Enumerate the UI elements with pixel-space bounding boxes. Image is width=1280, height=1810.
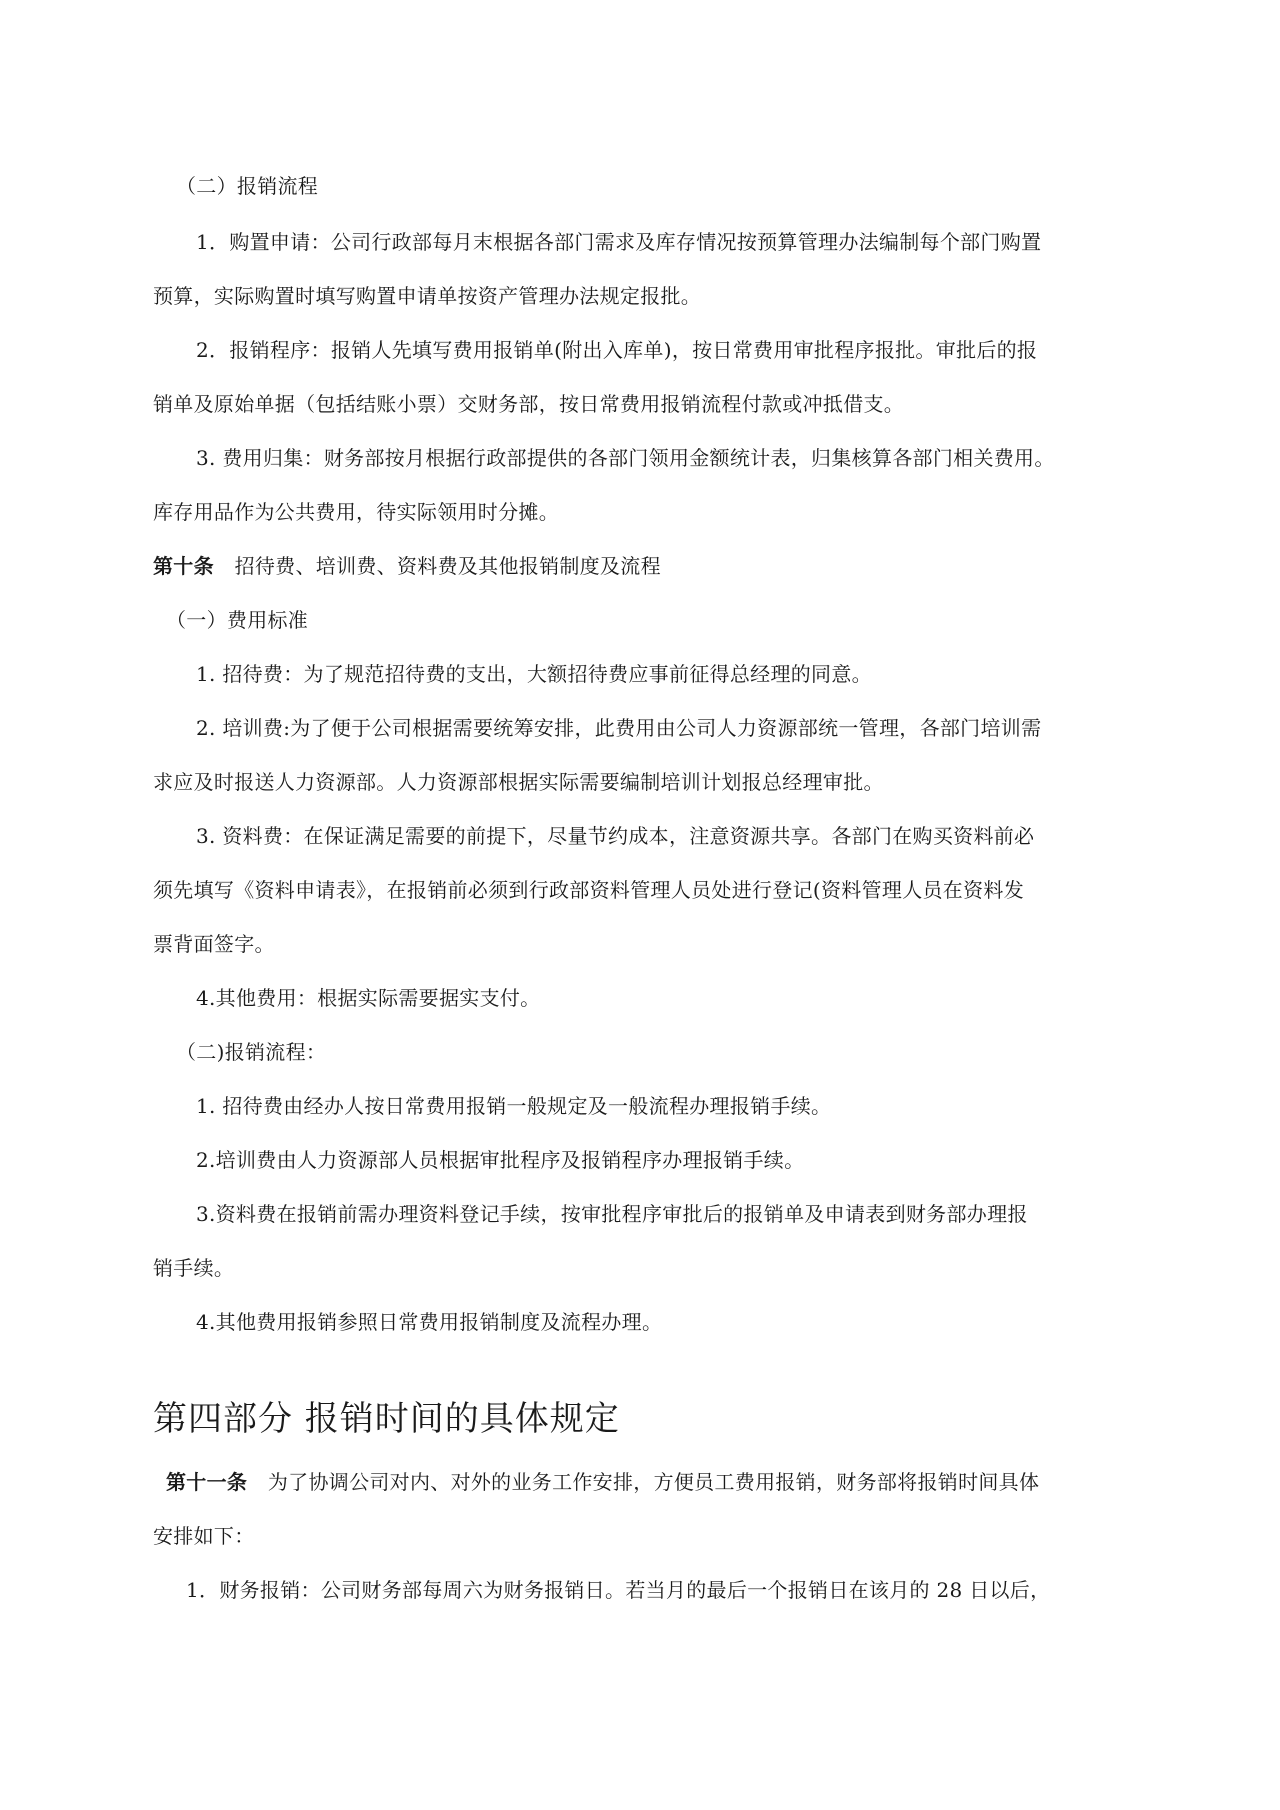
paragraph-training-cost-line2: 求应及时报送人力资源部。人力资源部根据实际需要编制培训计划报总经理审批。 <box>153 770 884 794</box>
paragraph-entertainment-cost: 1. 招待费：为了规范招待费的支出，大额招待费应事前征得总经理的同意。 <box>196 662 872 686</box>
section-heading-reimbursement-process: （二）报销流程 <box>176 174 319 198</box>
paragraph-material-cost-line2: 须先填写《资料申请表》，在报销前必须到行政部资料管理人员处进行登记(资料管理人员在资料发 <box>153 878 1025 902</box>
section-heading-cost-standards: （一）费用标准 <box>166 608 309 632</box>
paragraph-reimbursement-procedure-line1: 2．报销程序：报销人先填写费用报销单(附出入库单)，按日常费用审批程序报批。审批后的报 <box>196 338 1038 362</box>
article-11-text-line2: 安排如下： <box>153 1524 255 1548</box>
paragraph-flow-other: 4.其他费用报销参照日常费用报销制度及流程办理。 <box>196 1310 663 1334</box>
section-heading-reimbursement-flow: （二)报销流程： <box>176 1040 327 1064</box>
paragraph-training-cost-line1: 2. 培训费:为了便于公司根据需要统筹安排，此费用由公司人力资源部统一管理，各部门培训需 <box>196 716 1042 740</box>
article-11 <box>166 1468 1039 1496</box>
paragraph-material-cost-line1: 3. 资料费：在保证满足需要的前提下，尽量节约成本，注意资源共享。各部门在购买资料前必 <box>196 824 1035 848</box>
paragraph-material-cost-line3: 票背面签字。 <box>153 932 275 956</box>
paragraph-flow-material-line1: 3.资料费在报销前需办理资料登记手续，按审批程序审批后的报销单及申请表到财务部办理报 <box>196 1202 1028 1226</box>
article-10 <box>153 552 661 580</box>
paragraph-other-cost: 4.其他费用：根据实际需要据实支付。 <box>196 986 541 1010</box>
paragraph-flow-material-line2: 销手续。 <box>153 1256 235 1280</box>
paragraph-purchase-application-line1: 1．购置申请：公司行政部每月末根据各部门需求及库存情况按预算管理办法编制每个部门购置 <box>196 230 1042 254</box>
paragraph-cost-collection-line1: 3. 费用归集：财务部按月根据行政部提供的各部门领用金额统计表，归集核算各部门相关费用。 <box>196 446 1055 470</box>
part-4-heading: 第四部分 报销时间的具体规定 <box>153 1399 620 1439</box>
article-10-label: 第十条 <box>153 554 214 578</box>
paragraph-purchase-application-line2: 预算，实际购置时填写购置申请单按资产管理办法规定报批。 <box>153 284 702 308</box>
paragraph-flow-entertainment: 1. 招待费由经办人按日常费用报销一般规定及一般流程办理报销手续。 <box>196 1094 832 1118</box>
article-10-text: 招待费、培训费、资料费及其他报销制度及流程 <box>234 554 661 578</box>
article-11-label: 第十一条 <box>166 1470 248 1494</box>
paragraph-cost-collection-line2: 库存用品作为公共费用，待实际领用时分摊。 <box>153 500 559 524</box>
article-11-text-line1: 为了协调公司对内、对外的业务工作安排，方便员工费用报销，财务部将报销时间具体 <box>267 1470 1040 1494</box>
paragraph-reimbursement-procedure-line2: 销单及原始单据（包括结账小票）交财务部，按日常费用报销流程付款或冲抵借支。 <box>153 392 905 416</box>
paragraph-finance-reimbursement: 1．财务报销：公司财务部每周六为财务报销日。若当月的最后一个报销日在该月的 28 日以后， <box>186 1578 1051 1602</box>
paragraph-flow-training: 2.培训费由人力资源部人员根据审批程序及报销程序办理报销手续。 <box>196 1148 805 1172</box>
